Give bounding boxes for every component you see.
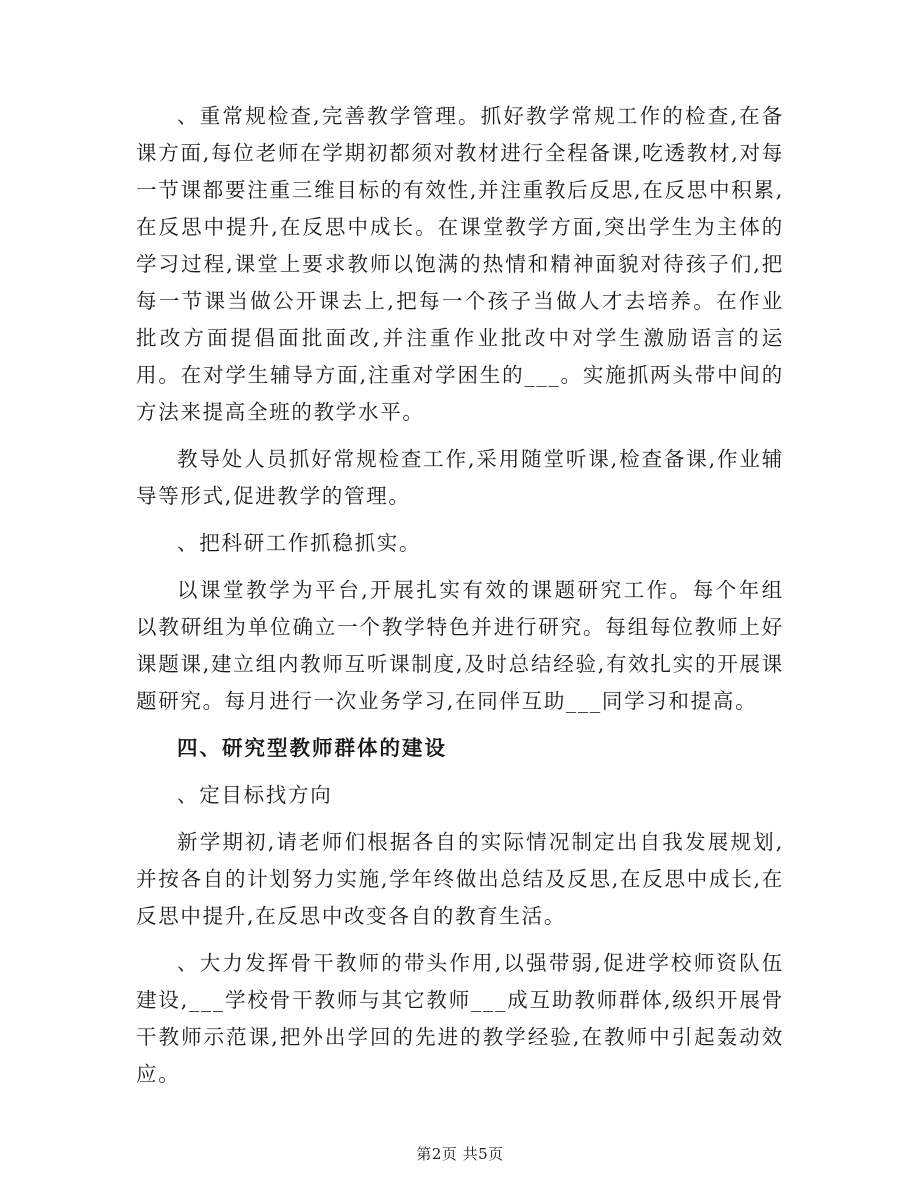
- paragraph-routine-inspection: 、重常规检查,完善教学管理。抓好教学常规工作的检查,在备课方面,每位老师在学期初都须对教材进行全程备课,吃透教材,对每一节课都要注重三维目标的有效性,并注重教后反思,在反思中积累,在反思中提升,在反思中成长。在课堂教学方面,突出学生为主体的学习过程,课堂上要求教师以饱满的热情和精神面貌对待孩子们,把每一节课当做公开课去上,把每一个孩子当做人才去培养。在作业批改方面提倡面批面改,并注重作业批改中对学生激励语言的运用。在对学生辅导方面,注重对学困生的___。实施抓两头带中间的方法来提高全班的教学水平。: [136, 104, 784, 424]
- paragraph-office-inspection: 教导处人员抓好常规检查工作,采用随堂听课,检查备课,作业辅导等形式,促进教学的管理。: [136, 447, 784, 508]
- document-body: [136, 98, 784, 1093]
- page-number: 第2页 共5页: [416, 1145, 504, 1163]
- paragraph-research-body: 以课堂教学为平台,开展扎实有效的课题研究工作。每个年组以教研组为单位确立一个教学特色并进行研究。每组每位教师上好课题课,建立组内教师互听课制度,及时总结经验,有效扎实的开展课题研究。每月进行一次业务学习,在同伴互助___同学习和提高。: [136, 578, 784, 713]
- paragraph-goals-body: 新学期初,请老师们根据各自的实际情况制定出自我发展规划,并按各自的计划努力实施,学年终做出总结及反思,在反思中成长,在反思中提升,在反思中改变各自的教育生活。: [136, 830, 784, 928]
- paragraph-backbone-teachers: 、大力发挥骨干教师的带头作用,以强带弱,促进学校师资队伍建设,___学校骨干教师与其它教师___成互助教师群体,级织开展骨干教师示范课,把外出学回的先进的教学经验,在教师中引起轰动效应。: [136, 951, 784, 1086]
- section-heading-research-teachers: 四、研究型教师群体的建设: [177, 736, 447, 760]
- paragraph-goals-title: 、定目标找方向: [177, 783, 333, 807]
- paragraph-research-title: 、把科研工作抓稳抓实。: [177, 531, 422, 555]
